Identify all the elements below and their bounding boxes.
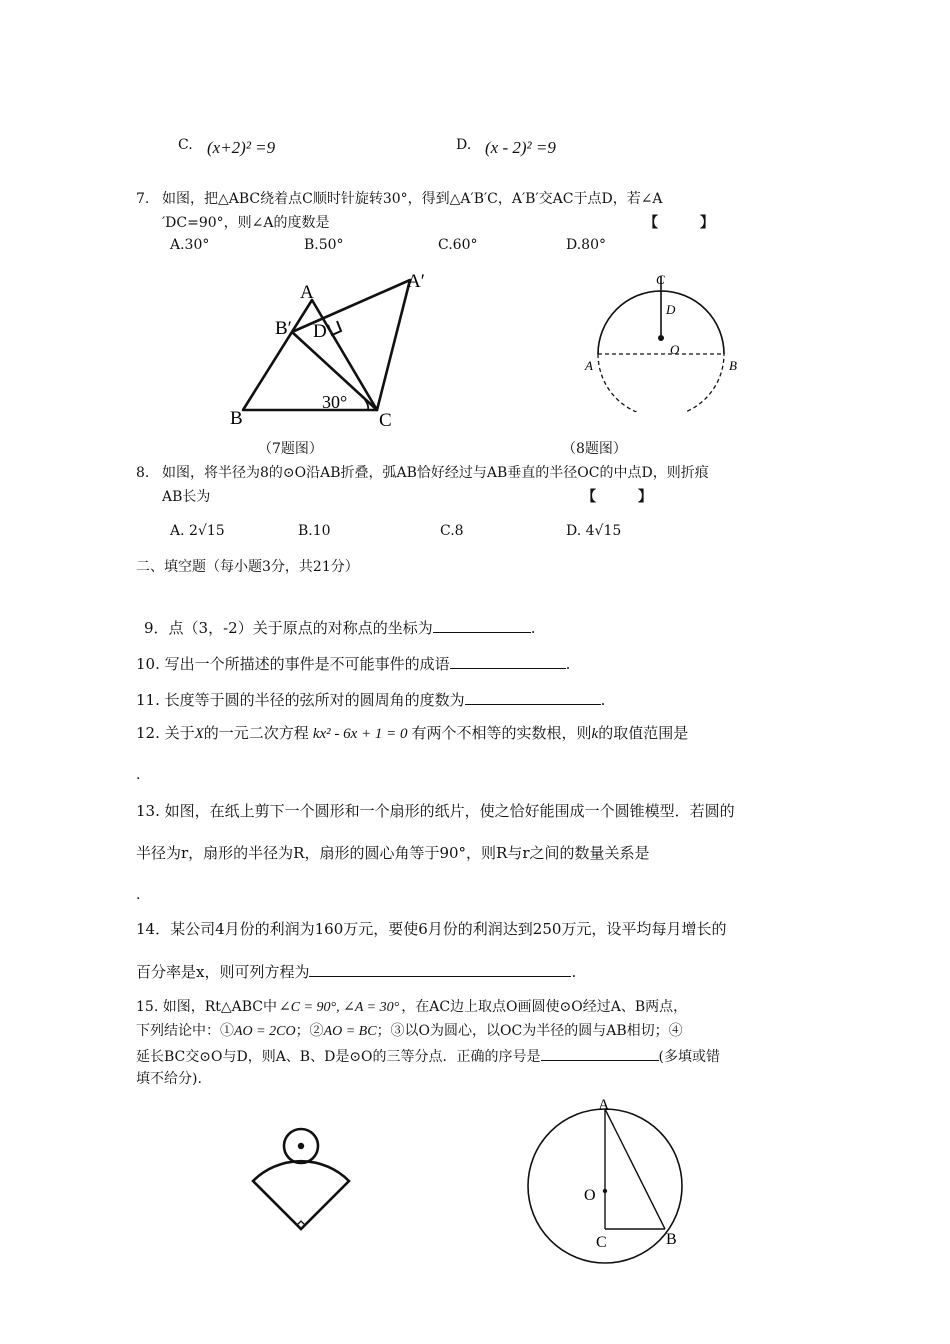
- figure-13-cone-net: [245, 1126, 357, 1234]
- q14-answer-blank[interactable]: [309, 960, 571, 977]
- q10-text: 10. 写出一个所描述的事件是不可能事件的成语: [136, 655, 450, 673]
- q7-option-d: D.80°: [566, 237, 606, 253]
- figure-15: [520, 1094, 690, 1274]
- q12-mid2: 有两个不相等的实数根，则: [411, 724, 592, 742]
- q7-number: 7.: [136, 191, 150, 207]
- q12-var-x: X: [194, 726, 204, 742]
- q14: [136, 960, 576, 983]
- q8-option-c: C.8: [440, 523, 464, 539]
- lower-dashed-arc: [598, 354, 724, 412]
- q12-equation: kx² - 6x + 1 = 0: [312, 726, 408, 742]
- label-c: C: [656, 272, 665, 287]
- q14-text-line2: 百分率是x，则可列方程为: [136, 963, 310, 981]
- q15-line2: [136, 1020, 683, 1043]
- label-a: A: [598, 1097, 610, 1114]
- q15-answer-blank[interactable]: [541, 1044, 659, 1061]
- q15-line2-c: ；③以O为圆心，以OC为半径的圆与AB相切；④: [376, 1023, 683, 1039]
- q13-text-line2: 半径为r，扇形的半径为R，扇形的圆心角等于90°，则R与r之间的数量关系是: [136, 844, 650, 862]
- q9-answer-blank[interactable]: [433, 616, 531, 633]
- q7-text-line2: ′DC=90°，则∠A的度数是: [162, 215, 330, 231]
- label-a-prime: A′: [407, 271, 425, 292]
- q14-text-line1: 14．某公司4月份的利润为160万元，要使6月份的利润达到250万元，设平均每月增长的: [136, 920, 727, 938]
- q8-option-d: D. 4√15: [566, 523, 622, 539]
- q11-answer-blank[interactable]: [465, 688, 601, 705]
- q10-answer-blank[interactable]: [450, 652, 566, 669]
- figure-8: [578, 262, 748, 412]
- q7-option-b: B.50°: [304, 237, 344, 253]
- label-b: B: [666, 1231, 677, 1248]
- sector: [253, 1161, 349, 1229]
- q7-answer-bracket: 【 】: [644, 215, 714, 231]
- q15-angles: ∠C = 90°, ∠A = 30°: [279, 1000, 400, 1015]
- figure-7-caption: （7题图）: [258, 441, 323, 457]
- q15-line3-end: (多填或错: [658, 1049, 720, 1065]
- q13-text-line1: 13. 如图，在纸上剪下一个圆形和一个扇形的纸片，使之恰好能围成一个圆锥模型．若圆的: [136, 802, 735, 820]
- label-d: D: [313, 321, 327, 342]
- q8-text-line1: 如图，将半径为8的⊙O沿AB折叠，弧AB恰好经过与AB垂直的半径OC的中点D，则折痕: [162, 465, 709, 481]
- label-b: B: [230, 408, 243, 429]
- q12-pre: 12. 关于: [136, 724, 195, 742]
- q12-var-k: k: [591, 726, 599, 742]
- q15-expr-1: AO = 2CO: [234, 1024, 296, 1039]
- q8-answer-bracket: 【 】: [582, 489, 652, 505]
- q15-line3: [136, 1044, 720, 1068]
- q9: [144, 616, 535, 639]
- figure-8-caption: （8题图）: [562, 441, 627, 457]
- q12-end: .: [136, 767, 141, 783]
- circle-center: [298, 1143, 304, 1149]
- q15-line4: 填不给分).: [136, 1071, 202, 1087]
- q15-line2-b: ；②: [295, 1023, 324, 1039]
- q15-line3-text: 延长BC交⊙O与D，则A、B、D是⊙O的三等分点．正确的序号是: [136, 1049, 541, 1065]
- q11-end: .: [600, 691, 606, 709]
- q10-end: .: [565, 655, 571, 673]
- q9-end: .: [530, 619, 536, 637]
- q11: [136, 688, 605, 711]
- side-ab: [605, 1109, 665, 1229]
- q12: [136, 722, 688, 745]
- q8-number: 8.: [136, 465, 150, 481]
- q15-line2-a: 下列结论中：①: [136, 1023, 234, 1039]
- center-o: [603, 1189, 607, 1193]
- q8-option-a: A. 2√15: [170, 523, 225, 539]
- q7-text-line1: 如图，把△ABC绕着点C顺时针旋转30°，得到△A′B′C，A′B′交AC于点D，若∠A: [162, 191, 663, 207]
- q6-option-d-expr: (x - 2)² =9: [485, 138, 556, 157]
- label-d: D: [666, 302, 676, 317]
- q6-option-c-label: C.: [178, 137, 193, 153]
- label-a: A: [585, 358, 593, 373]
- q15-line1-b: ，在AC边上取点O画圆使⊙O经过A、B两点，: [401, 999, 688, 1015]
- q6-option-c-expr: (x+2)² =9: [207, 138, 276, 157]
- label-o: O: [670, 342, 680, 357]
- sector-angle-mark: [297, 1221, 305, 1225]
- q7-option-c: C.60°: [438, 237, 478, 253]
- label-a: A: [300, 282, 314, 303]
- q12-mid1: 的一元二次方程: [203, 724, 309, 742]
- q8-text-line2: AB长为: [162, 489, 211, 505]
- q9-text: 9．点（3，-2）关于原点的对称点的坐标为: [144, 619, 433, 637]
- figure-7: [220, 262, 450, 437]
- q13-end: .: [136, 887, 141, 903]
- q6-option-d-label: D.: [456, 137, 472, 153]
- label-b: B: [729, 358, 737, 373]
- q14-end: .: [571, 963, 577, 981]
- center-o: [658, 335, 664, 341]
- section-2-heading: 二、填空题（每小题3分，共21分）: [136, 559, 359, 575]
- label-o: O: [584, 1187, 596, 1204]
- q11-text: 11. 长度等于圆的半径的弦所对的圆周角的度数为: [136, 691, 465, 709]
- label-c: C: [379, 410, 392, 431]
- q15-line1-a: 15. 如图，Rt△ABC中: [136, 999, 278, 1015]
- label-b-prime: B′: [275, 318, 292, 339]
- q8-option-b: B.10: [298, 523, 331, 539]
- label-angle-30: 30°: [322, 392, 348, 412]
- q12-post: 的取值范围是: [598, 724, 689, 742]
- triangle-abc: [243, 300, 377, 410]
- label-c: C: [596, 1234, 607, 1251]
- q7-option-a: A.30°: [170, 237, 210, 253]
- q15-expr-2: AO = BC: [323, 1024, 377, 1039]
- q10: [136, 652, 570, 675]
- q15-line1: [136, 996, 687, 1019]
